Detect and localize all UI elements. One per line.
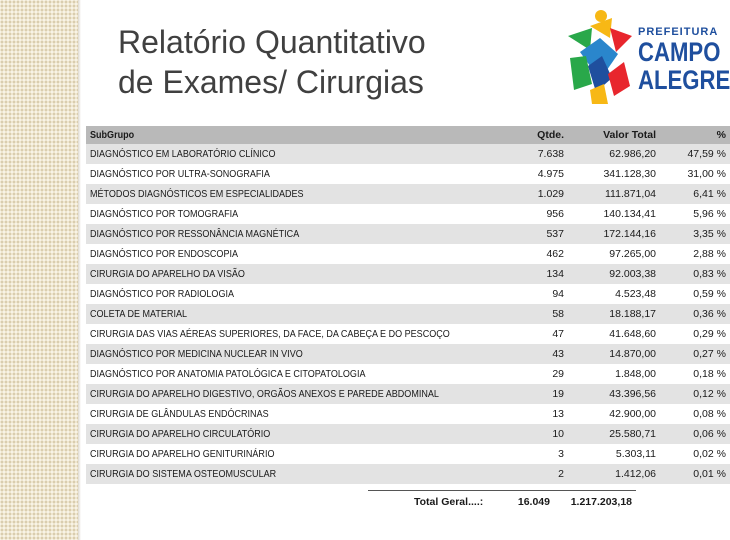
cell-subgrupo: DIAGNÓSTICO POR ANATOMIA PATOLÓGICA E CITOPATOLOGIA bbox=[86, 364, 514, 384]
cell-valor-total: 92.003,38 bbox=[568, 264, 660, 284]
cell-valor-total: 140.134,41 bbox=[568, 204, 660, 224]
table-row bbox=[86, 204, 730, 224]
header-qtde: Qtde. bbox=[514, 126, 568, 144]
cell-percent: 0,29 % bbox=[660, 324, 730, 344]
cell-subgrupo: DIAGNÓSTICO POR ENDOSCOPIA bbox=[86, 244, 514, 264]
table-row bbox=[86, 264, 730, 284]
prefeitura-campo-alegre-logo bbox=[560, 8, 730, 108]
cell-qtde: 19 bbox=[514, 384, 568, 404]
cell-valor-total: 62.986,20 bbox=[568, 144, 660, 164]
table-row bbox=[86, 384, 730, 404]
cell-percent: 47,59 % bbox=[660, 144, 730, 164]
exams-surgeries-table bbox=[86, 126, 726, 484]
table-row bbox=[86, 444, 730, 464]
cell-valor-total: 341.128,30 bbox=[568, 164, 660, 184]
cell-qtde: 956 bbox=[514, 204, 568, 224]
table-row bbox=[86, 244, 730, 264]
cell-qtde: 2 bbox=[514, 464, 568, 484]
table-row bbox=[86, 364, 730, 384]
cell-percent: 0,18 % bbox=[660, 364, 730, 384]
cell-subgrupo: DIAGNÓSTICO POR ULTRA-SONOGRAFIA bbox=[86, 164, 514, 184]
cell-qtde: 462 bbox=[514, 244, 568, 264]
cell-qtde: 537 bbox=[514, 224, 568, 244]
cell-valor-total: 42.900,00 bbox=[568, 404, 660, 424]
cell-qtde: 47 bbox=[514, 324, 568, 344]
cell-valor-total: 4.523,48 bbox=[568, 284, 660, 304]
table-row bbox=[86, 324, 730, 344]
cell-qtde: 94 bbox=[514, 284, 568, 304]
cell-qtde: 43 bbox=[514, 344, 568, 364]
cell-qtde: 10 bbox=[514, 424, 568, 444]
table-row bbox=[86, 344, 730, 364]
cell-subgrupo: CIRURGIA DE GLÂNDULAS ENDÓCRINAS bbox=[86, 404, 514, 424]
cell-qtde: 134 bbox=[514, 264, 568, 284]
total-geral-row bbox=[368, 490, 636, 513]
cell-percent: 6,41 % bbox=[660, 184, 730, 204]
cell-subgrupo: COLETA DE MATERIAL bbox=[86, 304, 514, 324]
cell-valor-total: 111.871,04 bbox=[568, 184, 660, 204]
cell-qtde: 58 bbox=[514, 304, 568, 324]
slide-title-line1: Relatório Quantitativo bbox=[118, 24, 426, 60]
cell-subgrupo: CIRURGIA DO SISTEMA OSTEOMUSCULAR bbox=[86, 464, 514, 484]
table-row bbox=[86, 144, 730, 164]
cell-percent: 0,83 % bbox=[660, 264, 730, 284]
table-row bbox=[86, 284, 730, 304]
total-valor: 1.217.203,18 bbox=[570, 496, 632, 508]
cell-percent: 5,96 % bbox=[660, 204, 730, 224]
cell-subgrupo: CIRURGIA DO APARELHO GENITURINÁRIO bbox=[86, 444, 514, 464]
cell-valor-total: 25.580,71 bbox=[568, 424, 660, 444]
cell-qtde: 29 bbox=[514, 364, 568, 384]
total-label: Total Geral....: bbox=[414, 496, 484, 508]
cell-percent: 0,59 % bbox=[660, 284, 730, 304]
cell-subgrupo: CIRURGIA DO APARELHO DIGESTIVO, ORGÃOS ANEXOS E PAREDE ABDOMINAL bbox=[86, 384, 514, 404]
cell-qtde: 7.638 bbox=[514, 144, 568, 164]
cell-subgrupo: DIAGNÓSTICO POR RADIOLOGIA bbox=[86, 284, 514, 304]
table-row bbox=[86, 304, 730, 324]
slide-title bbox=[118, 22, 426, 102]
cell-valor-total: 41.648,60 bbox=[568, 324, 660, 344]
cell-qtde: 3 bbox=[514, 444, 568, 464]
cell-subgrupo: DIAGNÓSTICO POR MEDICINA NUCLEAR IN VIVO bbox=[86, 344, 514, 364]
cell-percent: 0,36 % bbox=[660, 304, 730, 324]
table-row bbox=[86, 224, 730, 244]
header-percent: % bbox=[660, 126, 730, 144]
header-subgrupo: SubGrupo bbox=[86, 126, 514, 144]
cell-subgrupo: DIAGNÓSTICO POR TOMOGRAFIA bbox=[86, 204, 514, 224]
cell-valor-total: 18.188,17 bbox=[568, 304, 660, 324]
cell-subgrupo: CIRURGIA DAS VIAS AÉREAS SUPERIORES, DA FACE, DA CABEÇA E DO PESCOÇO bbox=[86, 324, 514, 344]
table-header-row bbox=[86, 126, 730, 144]
cell-subgrupo: MÉTODOS DIAGNÓSTICOS EM ESPECIALIDADES bbox=[86, 184, 514, 204]
cell-valor-total: 172.144,16 bbox=[568, 224, 660, 244]
cell-qtde: 13 bbox=[514, 404, 568, 424]
cell-subgrupo: DIAGNÓSTICO POR RESSONÂNCIA MAGNÉTICA bbox=[86, 224, 514, 244]
table-row bbox=[86, 184, 730, 204]
cell-percent: 0,01 % bbox=[660, 464, 730, 484]
cell-percent: 0,12 % bbox=[660, 384, 730, 404]
cell-percent: 0,02 % bbox=[660, 444, 730, 464]
cell-percent: 3,35 % bbox=[660, 224, 730, 244]
cell-qtde: 4.975 bbox=[514, 164, 568, 184]
cell-subgrupo: DIAGNÓSTICO EM LABORATÓRIO CLÍNICO bbox=[86, 144, 514, 164]
table-row bbox=[86, 464, 730, 484]
table-row bbox=[86, 404, 730, 424]
cell-valor-total: 97.265,00 bbox=[568, 244, 660, 264]
cell-percent: 2,88 % bbox=[660, 244, 730, 264]
cell-qtde: 1.029 bbox=[514, 184, 568, 204]
cell-valor-total: 14.870,00 bbox=[568, 344, 660, 364]
cell-percent: 0,27 % bbox=[660, 344, 730, 364]
total-qtde: 16.049 bbox=[517, 496, 550, 508]
header-valor-total: Valor Total bbox=[568, 126, 660, 144]
cell-valor-total: 5.303,11 bbox=[568, 444, 660, 464]
cell-valor-total: 43.396,56 bbox=[568, 384, 660, 404]
cell-subgrupo: CIRURGIA DO APARELHO DA VISÃO bbox=[86, 264, 514, 284]
cell-valor-total: 1.848,00 bbox=[568, 364, 660, 384]
logo-campo-text: CAMPO bbox=[638, 37, 721, 67]
cell-percent: 0,06 % bbox=[660, 424, 730, 444]
logo-emblem-icon bbox=[560, 8, 640, 108]
cell-valor-total: 1.412,06 bbox=[568, 464, 660, 484]
cell-subgrupo: CIRURGIA DO APARELHO CIRCULATÓRIO bbox=[86, 424, 514, 444]
logo-prefeitura-text: PREFEITURA bbox=[638, 26, 719, 38]
table-row bbox=[86, 424, 730, 444]
table-row bbox=[86, 164, 730, 184]
logo-alegre-text: ALEGRE bbox=[638, 65, 730, 95]
cell-percent: 0,08 % bbox=[660, 404, 730, 424]
decorative-side-strip bbox=[0, 0, 78, 540]
cell-percent: 31,00 % bbox=[660, 164, 730, 184]
slide-title-line2: de Exames/ Cirurgias bbox=[118, 64, 424, 100]
